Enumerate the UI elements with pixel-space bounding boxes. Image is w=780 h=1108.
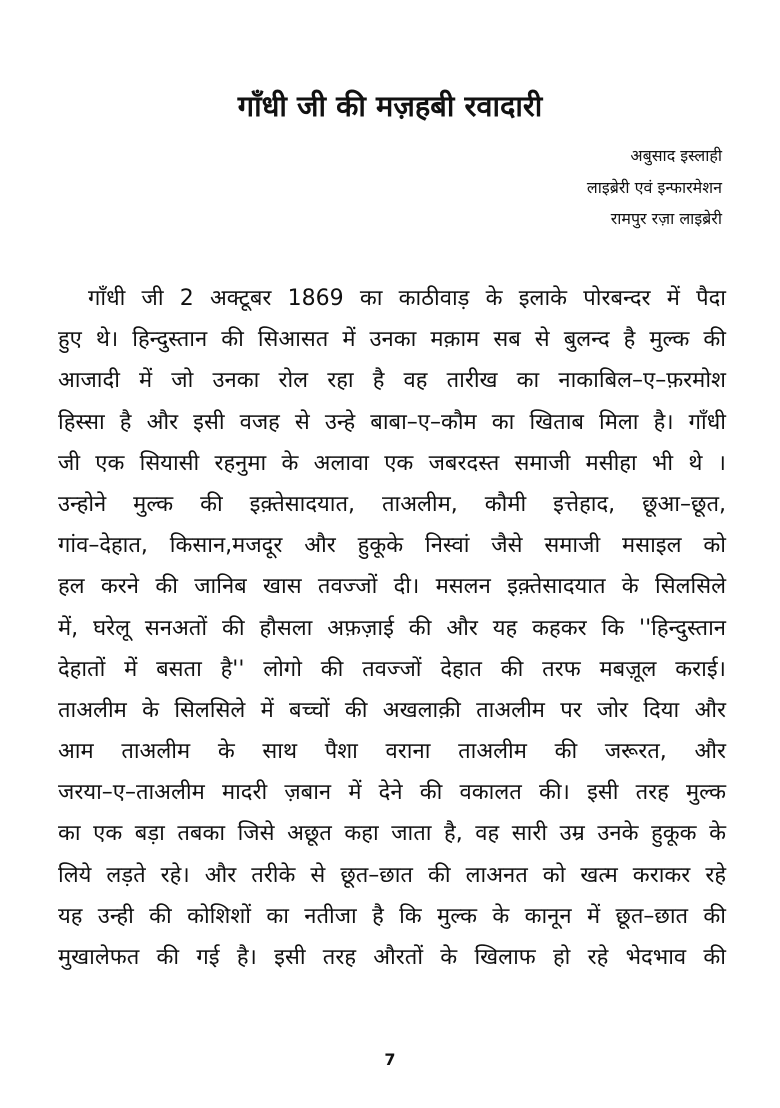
text-line: हिस्सा है और इसी वजह से उन्हे बाबा–ए–कौम का खिताब मिला है। गाँधी <box>58 409 726 435</box>
text-line: यह उन्ही की कोशिशों का नतीजा है कि मुल्क के कानून में छूत–छात की <box>58 903 726 929</box>
author-organization: रामपुर रज़ा लाइब्रेरी <box>610 209 722 228</box>
text-line: देहातों में बसता है'' लोगो की तवज्जों देहात की तरफ मबज़ूल कराई। <box>58 656 726 682</box>
text-line: का एक बड़ा तबका जिसे अछूत कहा जाता है, वह सारी उम्र उनके हुकूक के <box>58 821 726 847</box>
text-line: आम ताअलीम के साथ पैशा वराना ताअलीम की जरूरत, और <box>58 739 726 765</box>
page-number: 7 <box>384 1050 396 1069</box>
page-title: गाँधी जी की मज़हबी रवादारी <box>237 89 543 123</box>
text-line: आजादी में जो उनका रोल रहा है वह तारीख का नाकाबिल–ए–फ़रमोश <box>58 368 726 394</box>
text-line: जी एक सियासी रहनुमा के अलावा एक जबरदस्त समाजी मसीहा भी थे । <box>58 450 726 476</box>
text-line: जरया–ए–ताअलीम मादरी ज़बान में देने की वकालत की। इसी तरह मुल्क <box>58 780 726 806</box>
text-line: हल करने की जानिब खास तवज्जों दी। मसलन इक़्तेसादयात के सिलसिले <box>58 574 726 600</box>
text-line: हुए थे। हिन्दुस्तान की सिआसत में उनका मक़ाम सब से बुलन्द है मुल्क की <box>58 327 726 353</box>
body-paragraph <box>58 278 726 978</box>
text-line: मुखालेफत की गई है। इसी तरह औरतों के खिलाफ हो रहे भेदभाव की <box>58 945 726 970</box>
text-line: ताअलीम के सिलसिले में बच्चों की अखलाक़ी ताअलीम पर जोर दिया और <box>58 697 726 723</box>
author-department: लाइब्रेरी एवं इन्फारमेशन <box>586 178 722 197</box>
text-line: गाँधी जी 2 अक्टूबर 1869 का काठीवाड़ के इलाके पोरबन्दर में पैदा <box>88 286 726 311</box>
text-line: उन्होने मुल्क की इक़्तेसादयात, ताअलीम, कौमी इत्तेहाद, छूआ–छूत, <box>58 491 726 517</box>
text-line: में, घरेलू सनअतों की हौसला अफ़ज़ाई की और यह कहकर कि ''हिन्दुस्तान <box>58 615 726 641</box>
text-line: लिये लड़ते रहे। और तरीके से छूत–छात की लाअनत को खत्म कराकर रहे <box>58 862 726 888</box>
author-name: अबुसाद इस्लाही <box>630 146 722 165</box>
text-line: गांव–देहात, किसान,मजदूर और हुकूके निस्वां जैसे समाजी मसाइल को <box>58 533 726 559</box>
